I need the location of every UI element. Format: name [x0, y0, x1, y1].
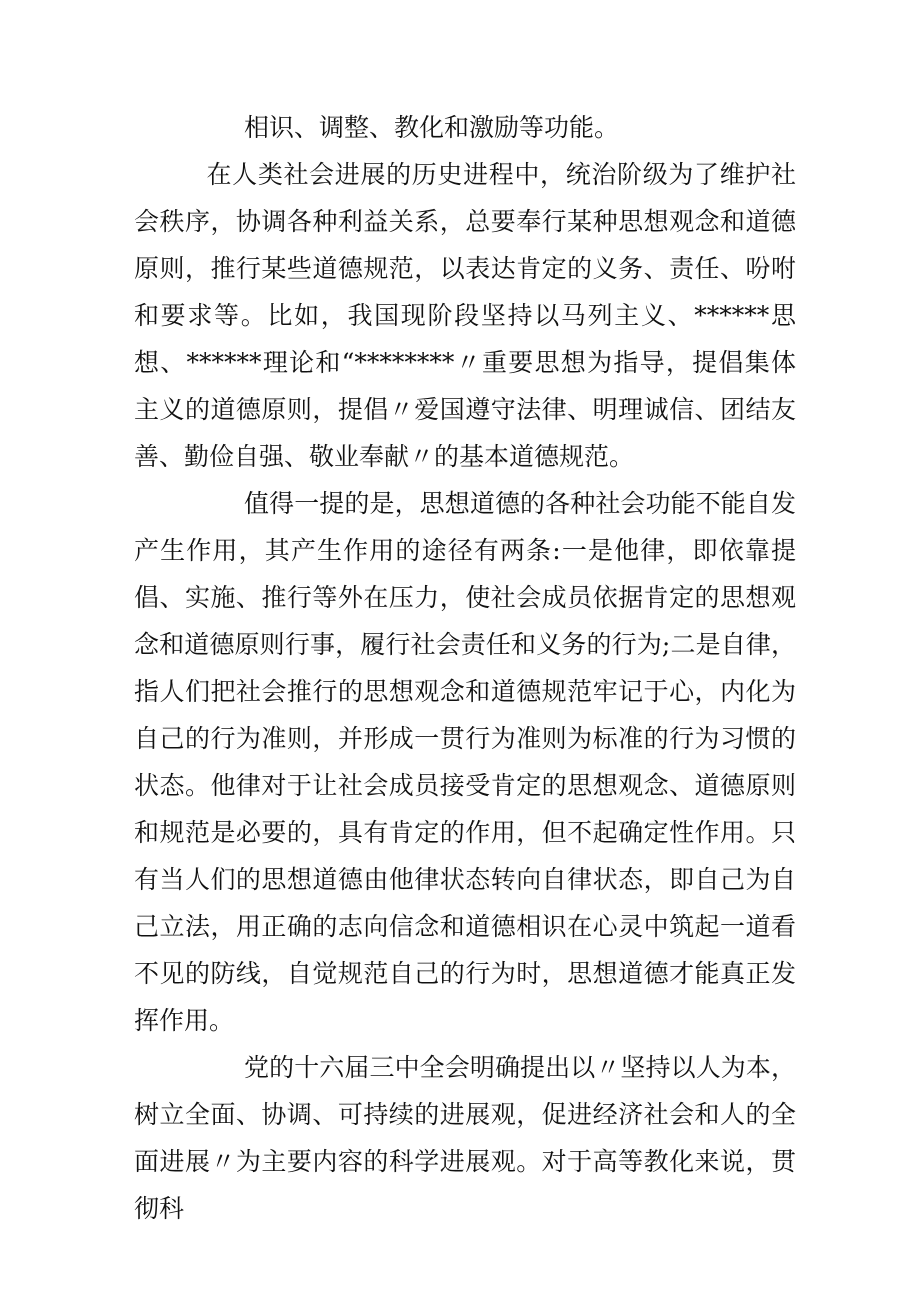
- paragraph-2: 在人类社会进展的历史进程中，统治阶级为了维护社会秩序，协调各种利益关系，总要奉行某种思想观念和道德原则，推行某些道德规范，以表达肯定的义务、责任、吩咐和要求等。比如，我国现阶段坚持以马列主义、******思想、******理论和“********〃重要思想为指导，提倡集体主义的道德原则，提倡〃爱国遵守法律、明理诚信、团结友善、勤俭自强、敬业奉献〃的基本道德规范。: [134, 160, 796, 471]
- paragraph-1: 相识、调整、教化和激励等功能。: [244, 113, 620, 142]
- document-body: [134, 104, 796, 1232]
- paragraph-3: 值得一提的是，思想道德的各种社会功能不能自发产生作用，其产生作用的途径有两条:一是他律，即依靠提倡、实施、推行等外在压力，使社会成员依据肯定的思想观念和道德原则行事，履行社会责任和义务的行为;二是自律，指人们把社会推行的思想观念和道德规范牢记于心，内化为自己的行为准则，并形成一贯行为准则为标准的行为习惯的状态。他律对于让社会成员接受肯定的思想观念、道德原则和规范是必要的，具有肯定的作用，但不起确定性作用。只有当人们的思想道德由他律状态转向自律状态，即自己为自己立法，用正确的志向信念和道德相识在心灵中筑起一道看不见的防线，自觉规范自己的行为时，思想道德才能真正发挥作用。: [134, 489, 796, 1035]
- paragraph-4: 党的十六届三中全会明确提出以〃坚持以人为本，树立全面、协调、可持续的进展观，促进经济社会和人的全面进展〃为主要内容的科学进展观。对于高等教化来说，贯彻科: [134, 1053, 796, 1223]
